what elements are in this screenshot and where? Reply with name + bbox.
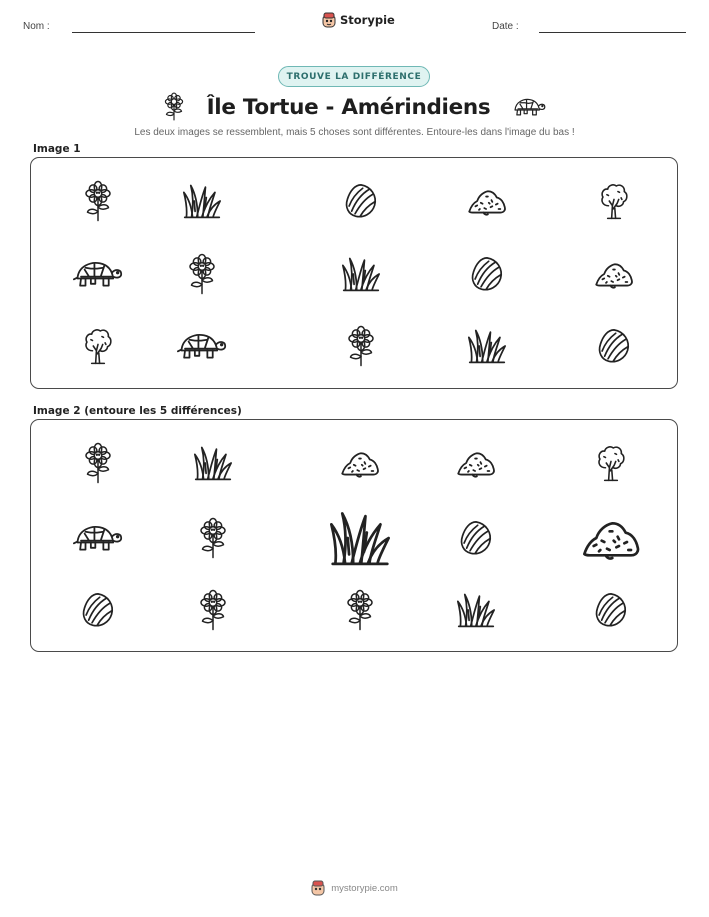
seed-icon	[344, 181, 378, 221]
grass-icon	[468, 325, 506, 367]
seed-icon	[470, 254, 504, 294]
title-row	[0, 92, 709, 122]
flower-icon[interactable]	[83, 440, 113, 486]
flower-icon[interactable]	[198, 587, 228, 633]
brand	[322, 12, 395, 28]
grass-icon	[183, 180, 221, 222]
grass-icon[interactable]	[194, 442, 232, 484]
flower-icon	[346, 323, 376, 369]
instructions: Les deux images se ressemblent, mais 5 choses sont différentes. Entoure-les dans l'image du bas !	[134, 127, 575, 138]
flower-icon[interactable]	[198, 515, 228, 561]
brand-name: Storypie	[340, 13, 395, 27]
stone-pile-icon[interactable]	[580, 514, 642, 562]
stone-pile-icon[interactable]	[455, 447, 497, 479]
flower-icon[interactable]	[345, 587, 375, 633]
badge: TROUVE LA DIFFÉRENCE	[278, 66, 430, 87]
tree-icon	[83, 326, 113, 366]
tree-icon[interactable]	[596, 443, 626, 483]
name-field[interactable]	[72, 32, 255, 33]
turtle-icon	[73, 258, 123, 290]
image1-label: Image 1	[33, 143, 81, 155]
flower-icon	[163, 92, 185, 122]
storypie-logo-icon	[311, 880, 325, 896]
image1-panel	[30, 157, 678, 389]
stone-pile-icon	[466, 185, 508, 217]
turtle-icon	[177, 330, 227, 362]
grass-icon[interactable]	[330, 507, 390, 569]
storypie-logo-icon	[322, 12, 336, 28]
name-label: Nom :	[23, 21, 50, 32]
seed-icon[interactable]	[459, 518, 493, 558]
stone-pile-icon[interactable]	[339, 447, 381, 479]
seed-icon	[597, 326, 631, 366]
page-title: Île Tortue - Amérindiens	[206, 94, 491, 120]
grass-icon[interactable]	[457, 589, 495, 631]
turtle-icon	[512, 96, 546, 118]
grass-icon	[342, 253, 380, 295]
seed-icon[interactable]	[81, 590, 115, 630]
flower-icon	[187, 251, 217, 297]
date-field[interactable]	[539, 32, 686, 33]
seed-icon[interactable]	[594, 590, 628, 630]
footer	[0, 880, 709, 896]
footer-url: mystorypie.com	[331, 882, 398, 894]
flower-icon	[83, 178, 113, 224]
image2-label: Image 2 (entoure les 5 différences)	[33, 405, 242, 417]
stone-pile-icon	[593, 258, 635, 290]
image2-panel[interactable]	[30, 419, 678, 652]
turtle-icon[interactable]	[73, 522, 123, 554]
tree-icon	[599, 181, 629, 221]
date-label: Date :	[492, 21, 519, 32]
